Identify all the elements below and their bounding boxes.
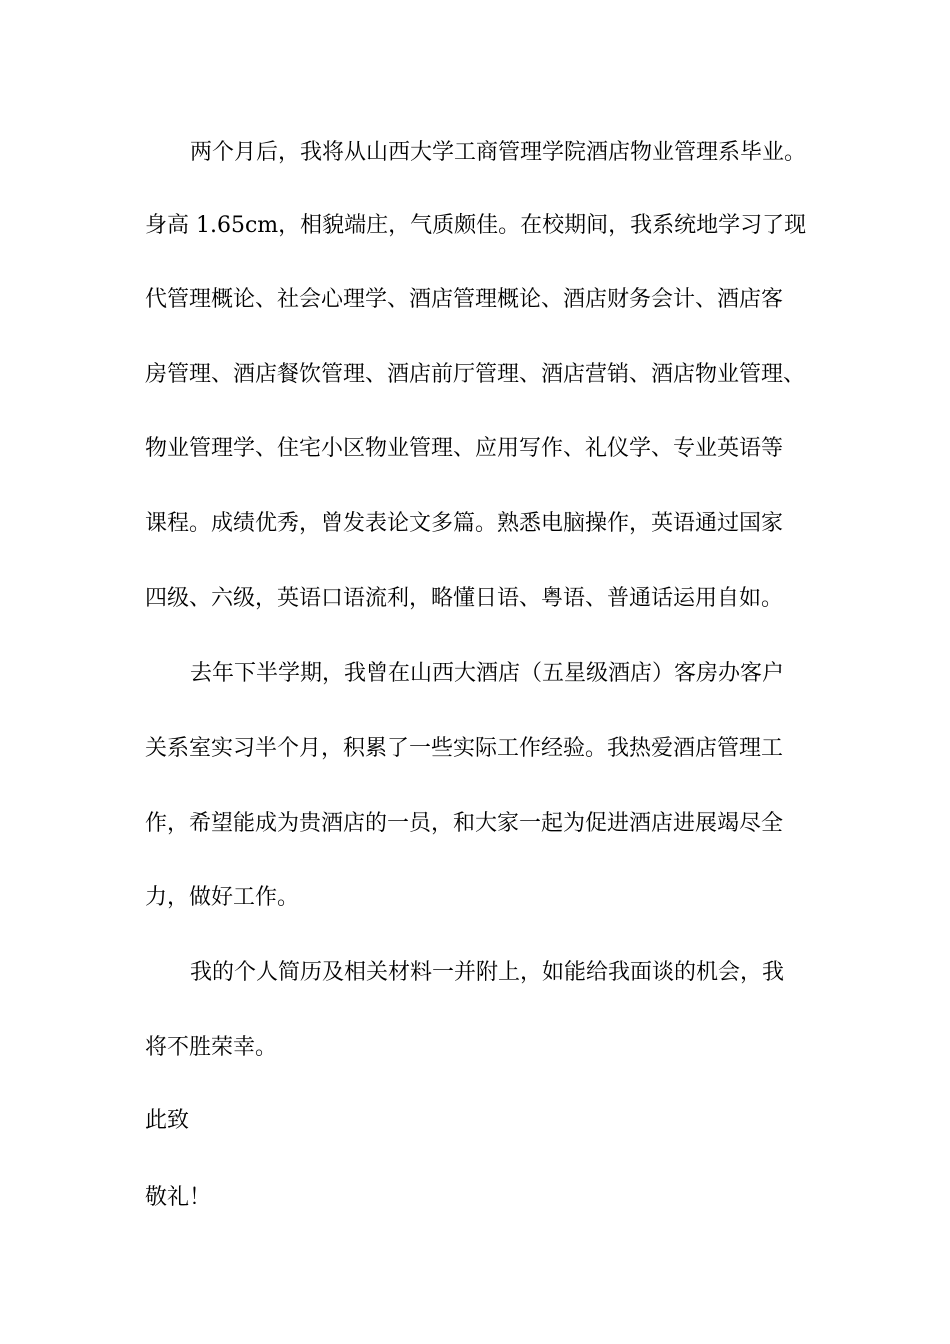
- paragraph-1-line-1: 两个月后，我将从山西大学工商管理学院酒店物业管理系毕业。: [190, 140, 807, 165]
- paragraph-2-line-2: 关系室实习半个月，积累了一些实际工作经验。我热爱酒店管理工: [145, 736, 784, 761]
- paragraph-1-line-2: 身高 1.65cm，相貌端庄，气质颇佳。在校期间，我系统地学习了现: [145, 213, 807, 238]
- paragraph-3-line-1: 我的个人简历及相关材料一并附上，如能给我面谈的机会，我: [190, 960, 785, 985]
- paragraph-1-line-3: 代管理概论、社会心理学、酒店管理概论、酒店财务会计、酒店客: [145, 287, 784, 312]
- paragraph-1-line-6: 课程。成绩优秀，曾发表论文多篇。熟悉电脑操作，英语通过国家: [145, 511, 784, 536]
- paragraph-1-line-5: 物业管理学、住宅小区物业管理、应用写作、礼仪学、专业英语等: [145, 436, 784, 461]
- paragraph-1-line-7: 四级、六级，英语口语流利，略懂日语、粤语、普通话运用自如。: [145, 586, 784, 611]
- closing-salutation: 此致: [145, 1108, 190, 1133]
- paragraph-1-line-4: 房管理、酒店餐饮管理、酒店前厅管理、酒店营销、酒店物业管理、: [145, 362, 806, 387]
- closing-regards: 敬礼！: [145, 1185, 212, 1210]
- paragraph-2-line-3: 作，希望能成为贵酒店的一员，和大家一起为促进酒店进展竭尽全: [145, 811, 784, 836]
- paragraph-2-line-1: 去年下半学期，我曾在山西大酒店（五星级酒店）客房办客户: [190, 661, 785, 686]
- paragraph-3-line-2: 将不胜荣幸。: [145, 1035, 278, 1060]
- paragraph-2-line-4: 力，做好工作。: [145, 885, 300, 910]
